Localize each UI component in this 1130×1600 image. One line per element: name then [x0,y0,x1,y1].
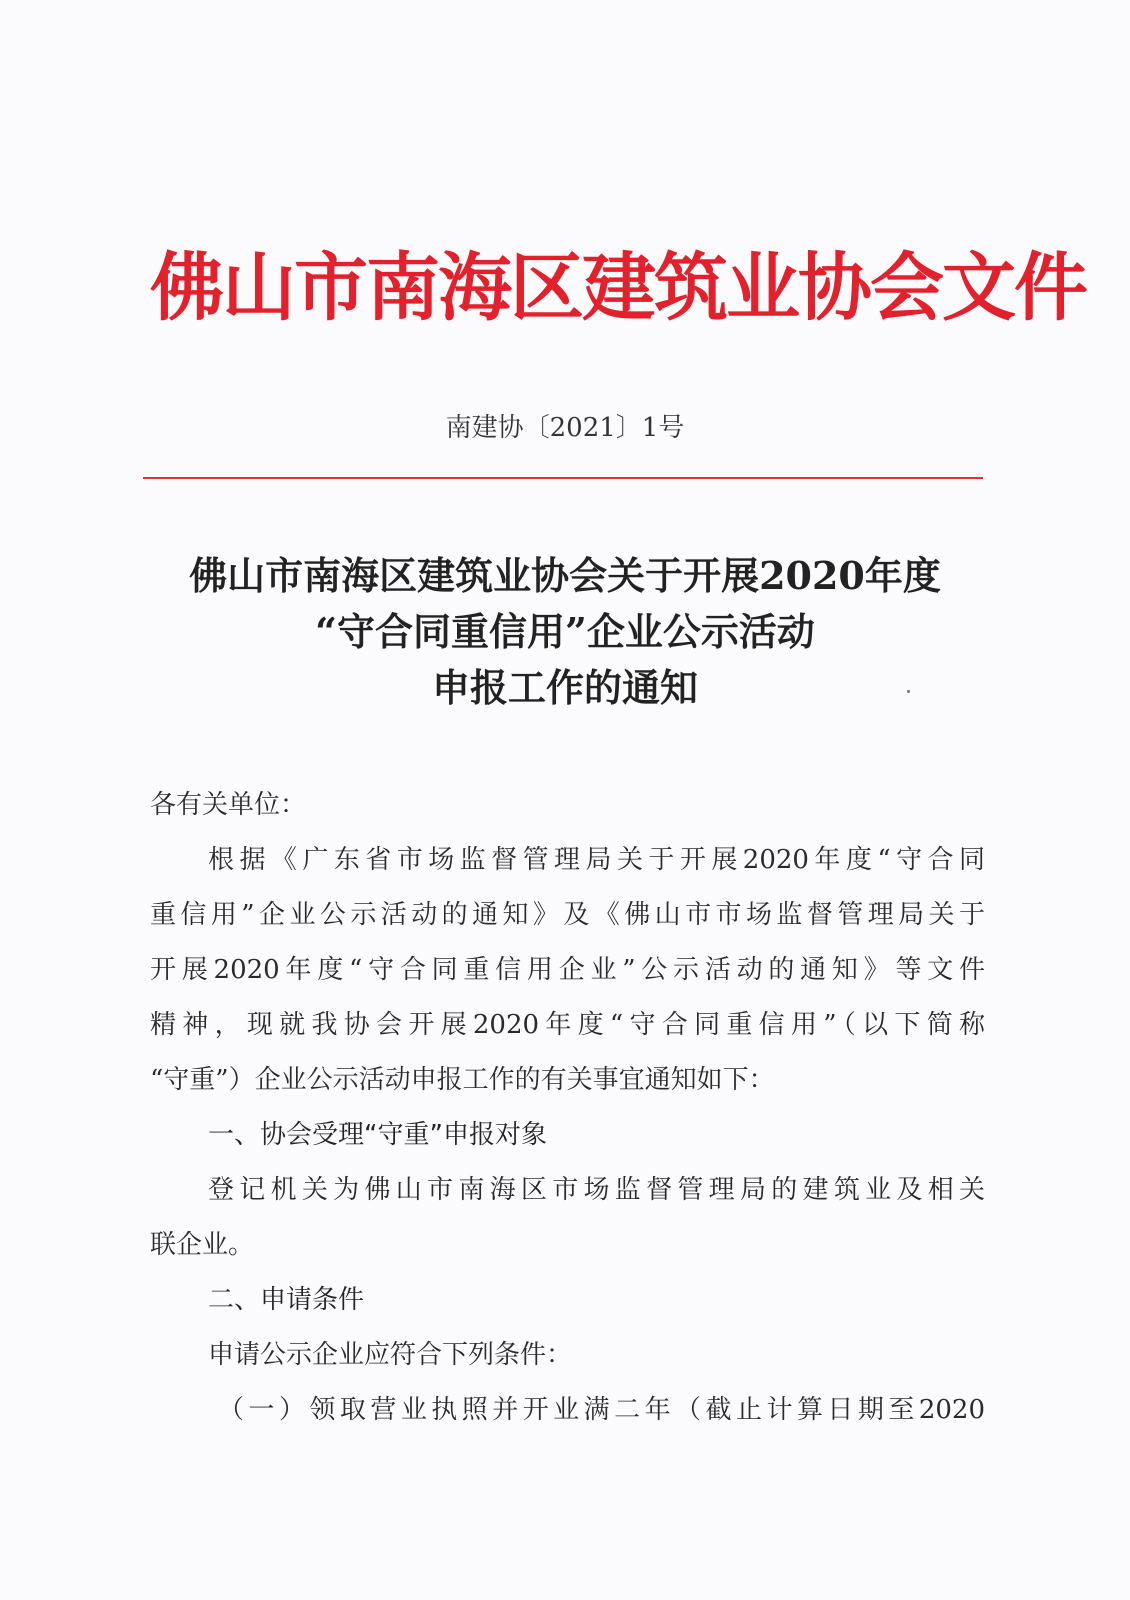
paragraph-line: 根据《广东省市场监督管理局关于开展2020年度“守合同 [208,845,985,875]
document-body [150,785,985,1445]
document-number: 南建协〔2021〕1号 [445,413,685,443]
salutation: 各有关单位： [150,790,307,820]
section-heading: 一、协会受理“守重”申报对象 [208,1120,547,1150]
paragraph-line: 精神，现就我协会开展2020年度“守合同重信用”（以下简称 [150,1010,985,1040]
paragraph-line: 重信用”企业公示活动的通知》及《佛山市市场监督管理局关于 [150,900,985,930]
title-line-2: “守合同重信用”企业公示活动 [315,609,815,654]
red-divider-line [143,477,983,479]
title-line-1: 佛山市南海区建筑业协会关于开展2020年度 [189,553,941,598]
paragraph-line: “守重”）企业公示活动申报工作的有关事宜通知如下： [150,1065,775,1095]
paragraph-line: 申请公示企业应符合下列条件： [208,1340,573,1370]
paragraph-line: （一）领取营业执照并开业满二年（截止计算日期至2020 [218,1395,985,1425]
title-line-3: 申报工作的通知 [431,665,698,710]
paragraph-line: 登记机关为佛山市南海区市场监督管理局的建筑业及相关 [208,1175,985,1205]
section-heading: 二、申请条件 [208,1285,365,1315]
paragraph-line: 联企业。 [150,1230,255,1260]
paragraph-line: 开展2020年度“守合同重信用企业”公示活动的通知》等文件 [150,955,985,985]
issuer-header: 佛山市南海区建筑业协会文件 [150,245,1086,331]
scan-speck [907,690,910,693]
document-title [150,548,980,716]
